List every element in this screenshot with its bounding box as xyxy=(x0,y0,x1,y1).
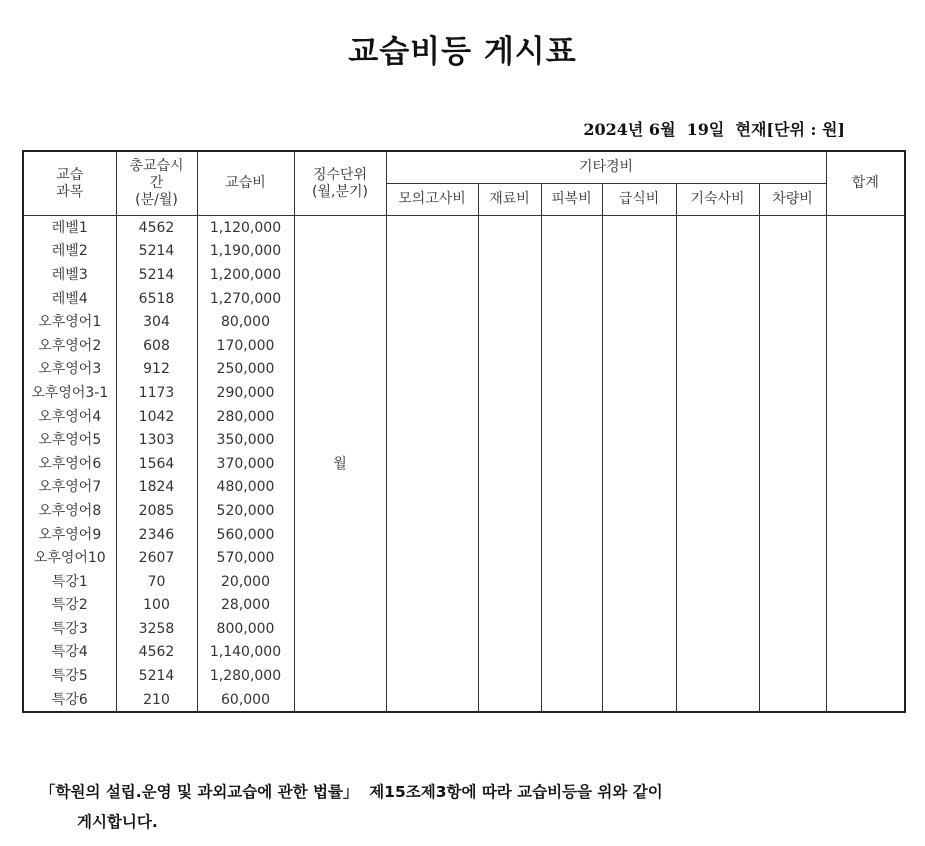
cell-empty xyxy=(386,216,478,240)
cell-empty xyxy=(826,617,905,641)
table-row xyxy=(23,688,905,713)
cell-empty xyxy=(826,688,905,713)
cell-empty xyxy=(759,617,826,641)
cell-empty xyxy=(759,240,826,264)
cell-empty xyxy=(826,452,905,476)
footer-statement-end: 게시합니다. xyxy=(77,813,158,831)
cell-fee: 20,000 xyxy=(197,570,294,594)
cell-empty xyxy=(826,594,905,618)
cell-hours: 1824 xyxy=(116,476,197,500)
cell-empty xyxy=(478,240,541,264)
cell-hours: 304 xyxy=(116,310,197,334)
header-vehicle: 차량비 xyxy=(759,184,826,216)
cell-empty xyxy=(602,263,676,287)
cell-fee: 80,000 xyxy=(197,310,294,334)
footer-statement: 「학원의 설립.운영 및 과외교습에 관한 법률」 제15조제3항에 따라 교습비등을 위와 같이 xyxy=(40,783,663,801)
cell-empty xyxy=(676,452,759,476)
cell-empty xyxy=(676,476,759,500)
cell-empty xyxy=(602,617,676,641)
table-row xyxy=(23,476,905,500)
cell-empty xyxy=(759,641,826,665)
cell-hours: 4562 xyxy=(116,216,197,240)
cell-empty xyxy=(676,641,759,665)
table-row xyxy=(23,546,905,570)
cell-empty xyxy=(478,594,541,618)
cell-empty xyxy=(386,570,478,594)
cell-empty xyxy=(676,428,759,452)
cell-empty xyxy=(602,287,676,311)
cell-empty xyxy=(478,499,541,523)
table-row xyxy=(23,617,905,641)
cell-empty xyxy=(541,216,602,240)
cell-empty xyxy=(541,405,602,429)
header-uniform: 피복비 xyxy=(541,184,602,216)
table-row xyxy=(23,287,905,311)
cell-empty xyxy=(386,240,478,264)
cell-hours: 5214 xyxy=(116,240,197,264)
cell-empty xyxy=(676,499,759,523)
cell-empty xyxy=(826,428,905,452)
cell-empty xyxy=(386,287,478,311)
fee-table-body xyxy=(23,216,905,713)
cell-empty xyxy=(676,216,759,240)
cell-fee: 60,000 xyxy=(197,688,294,713)
table-row xyxy=(23,523,905,547)
cell-empty xyxy=(826,216,905,240)
cell-subject: 오후영어10 xyxy=(23,546,116,570)
cell-hours: 1303 xyxy=(116,428,197,452)
cell-empty xyxy=(676,287,759,311)
cell-empty xyxy=(759,688,826,713)
cell-hours: 2085 xyxy=(116,499,197,523)
cell-fee: 1,140,000 xyxy=(197,641,294,665)
header-unit: 징수단위 (월,분기) xyxy=(294,151,386,216)
cell-hours: 2607 xyxy=(116,546,197,570)
cell-empty xyxy=(826,263,905,287)
cell-empty xyxy=(386,688,478,713)
cell-empty xyxy=(676,310,759,334)
cell-empty xyxy=(478,570,541,594)
cell-empty xyxy=(541,334,602,358)
cell-fee: 520,000 xyxy=(197,499,294,523)
cell-empty xyxy=(541,546,602,570)
cell-empty xyxy=(541,310,602,334)
cell-empty xyxy=(541,358,602,382)
cell-fee: 560,000 xyxy=(197,523,294,547)
cell-empty xyxy=(541,287,602,311)
cell-hours: 2346 xyxy=(116,523,197,547)
cell-empty xyxy=(826,240,905,264)
header-other-expenses: 기타경비 xyxy=(386,151,826,184)
cell-empty xyxy=(478,452,541,476)
cell-empty xyxy=(676,358,759,382)
cell-empty xyxy=(478,263,541,287)
cell-empty xyxy=(541,641,602,665)
cell-empty xyxy=(826,358,905,382)
cell-empty xyxy=(386,263,478,287)
cell-empty xyxy=(826,334,905,358)
table-row xyxy=(23,405,905,429)
cell-empty xyxy=(676,263,759,287)
cell-empty xyxy=(478,287,541,311)
cell-empty xyxy=(386,546,478,570)
cell-fee: 250,000 xyxy=(197,358,294,382)
cell-hours: 1564 xyxy=(116,452,197,476)
cell-subject: 오후영어7 xyxy=(23,476,116,500)
cell-empty xyxy=(759,405,826,429)
cell-empty xyxy=(478,428,541,452)
cell-empty xyxy=(478,358,541,382)
cell-empty xyxy=(541,476,602,500)
cell-subject: 특강3 xyxy=(23,617,116,641)
cell-empty xyxy=(759,570,826,594)
cell-subject: 오후영어1 xyxy=(23,310,116,334)
cell-fee: 28,000 xyxy=(197,594,294,618)
cell-hours: 210 xyxy=(116,688,197,713)
table-row xyxy=(23,570,905,594)
cell-empty xyxy=(541,594,602,618)
cell-empty xyxy=(676,570,759,594)
cell-empty xyxy=(386,617,478,641)
cell-fee: 1,190,000 xyxy=(197,240,294,264)
cell-empty xyxy=(676,381,759,405)
cell-fee: 370,000 xyxy=(197,452,294,476)
cell-empty xyxy=(602,310,676,334)
cell-empty xyxy=(541,240,602,264)
header-meal: 급식비 xyxy=(602,184,676,216)
cell-subject: 레벨3 xyxy=(23,263,116,287)
cell-fee: 800,000 xyxy=(197,617,294,641)
cell-subject: 오후영어4 xyxy=(23,405,116,429)
cell-empty xyxy=(478,216,541,240)
cell-empty xyxy=(826,381,905,405)
cell-fee: 170,000 xyxy=(197,334,294,358)
cell-empty xyxy=(826,310,905,334)
cell-empty xyxy=(541,617,602,641)
cell-empty xyxy=(676,523,759,547)
cell-fee: 1,270,000 xyxy=(197,287,294,311)
cell-empty xyxy=(541,381,602,405)
header-material: 재료비 xyxy=(478,184,541,216)
table-row xyxy=(23,358,905,382)
cell-empty xyxy=(478,310,541,334)
cell-empty xyxy=(602,570,676,594)
cell-empty xyxy=(478,617,541,641)
header-subject: 교습 과목 xyxy=(23,151,116,216)
cell-empty xyxy=(386,428,478,452)
cell-empty xyxy=(386,405,478,429)
cell-empty xyxy=(676,240,759,264)
cell-empty xyxy=(541,428,602,452)
cell-fee: 480,000 xyxy=(197,476,294,500)
table-row xyxy=(23,263,905,287)
cell-empty xyxy=(676,617,759,641)
cell-empty xyxy=(478,405,541,429)
cell-empty xyxy=(386,476,478,500)
table-row xyxy=(23,334,905,358)
cell-empty xyxy=(386,310,478,334)
cell-empty xyxy=(386,594,478,618)
cell-empty xyxy=(602,381,676,405)
cell-empty xyxy=(826,570,905,594)
cell-empty xyxy=(386,499,478,523)
cell-empty xyxy=(826,546,905,570)
cell-empty xyxy=(676,664,759,688)
cell-subject: 특강6 xyxy=(23,688,116,713)
page-title: 교습비등 게시표 xyxy=(348,34,577,70)
table-row xyxy=(23,641,905,665)
cell-fee: 1,280,000 xyxy=(197,664,294,688)
cell-empty xyxy=(478,641,541,665)
cell-hours: 608 xyxy=(116,334,197,358)
cell-empty xyxy=(759,287,826,311)
cell-hours: 5214 xyxy=(116,664,197,688)
cell-empty xyxy=(759,358,826,382)
cell-empty xyxy=(602,358,676,382)
cell-fee: 1,200,000 xyxy=(197,263,294,287)
header-mock-exam: 모의고사비 xyxy=(386,184,478,216)
cell-subject: 레벨4 xyxy=(23,287,116,311)
cell-empty xyxy=(676,594,759,618)
cell-empty xyxy=(602,594,676,618)
cell-fee: 1,120,000 xyxy=(197,216,294,240)
cell-empty xyxy=(602,216,676,240)
cell-empty xyxy=(541,452,602,476)
cell-hours: 100 xyxy=(116,594,197,618)
header-hours: 총교습시 간 (분/월) xyxy=(116,151,197,216)
cell-subject: 오후영어3-1 xyxy=(23,381,116,405)
cell-empty xyxy=(826,523,905,547)
header-total: 합계 xyxy=(826,151,905,216)
cell-empty xyxy=(478,664,541,688)
cell-fee: 350,000 xyxy=(197,428,294,452)
cell-empty xyxy=(602,476,676,500)
cell-empty xyxy=(602,405,676,429)
cell-empty xyxy=(602,499,676,523)
cell-empty xyxy=(676,405,759,429)
cell-hours: 5214 xyxy=(116,263,197,287)
cell-empty xyxy=(826,287,905,311)
cell-unit: 월 xyxy=(294,216,386,713)
cell-empty xyxy=(541,523,602,547)
date-unit-line: 2024년 6월 19일 현재[단위 : 원] xyxy=(583,120,845,139)
cell-subject: 레벨2 xyxy=(23,240,116,264)
cell-hours: 3258 xyxy=(116,617,197,641)
cell-empty xyxy=(602,546,676,570)
cell-fee: 280,000 xyxy=(197,405,294,429)
table-row xyxy=(23,216,905,240)
cell-empty xyxy=(759,381,826,405)
cell-empty xyxy=(826,405,905,429)
cell-empty xyxy=(386,381,478,405)
table-row xyxy=(23,452,905,476)
cell-empty xyxy=(602,334,676,358)
fee-table xyxy=(22,150,906,713)
cell-empty xyxy=(602,641,676,665)
cell-subject: 오후영어6 xyxy=(23,452,116,476)
cell-empty xyxy=(602,452,676,476)
cell-empty xyxy=(386,452,478,476)
cell-empty xyxy=(826,476,905,500)
cell-hours: 912 xyxy=(116,358,197,382)
cell-empty xyxy=(759,476,826,500)
cell-hours: 6518 xyxy=(116,287,197,311)
cell-empty xyxy=(386,358,478,382)
cell-empty xyxy=(759,452,826,476)
cell-empty xyxy=(759,310,826,334)
cell-hours: 1042 xyxy=(116,405,197,429)
cell-empty xyxy=(826,499,905,523)
table-row xyxy=(23,664,905,688)
header-dormitory: 기숙사비 xyxy=(676,184,759,216)
cell-empty xyxy=(759,523,826,547)
cell-subject: 특강4 xyxy=(23,641,116,665)
cell-empty xyxy=(602,240,676,264)
cell-subject: 특강5 xyxy=(23,664,116,688)
cell-empty xyxy=(759,664,826,688)
cell-hours: 4562 xyxy=(116,641,197,665)
cell-empty xyxy=(478,334,541,358)
cell-empty xyxy=(386,523,478,547)
cell-fee: 570,000 xyxy=(197,546,294,570)
cell-empty xyxy=(478,476,541,500)
cell-empty xyxy=(759,594,826,618)
cell-empty xyxy=(602,664,676,688)
cell-empty xyxy=(541,499,602,523)
cell-empty xyxy=(602,688,676,713)
cell-subject: 특강1 xyxy=(23,570,116,594)
cell-empty xyxy=(478,381,541,405)
cell-empty xyxy=(386,334,478,358)
cell-empty xyxy=(541,263,602,287)
cell-empty xyxy=(759,334,826,358)
cell-empty xyxy=(826,641,905,665)
cell-empty xyxy=(541,688,602,713)
cell-empty xyxy=(478,688,541,713)
table-row xyxy=(23,310,905,334)
cell-empty xyxy=(386,664,478,688)
cell-subject: 레벨1 xyxy=(23,216,116,240)
cell-subject: 오후영어5 xyxy=(23,428,116,452)
table-row xyxy=(23,428,905,452)
cell-empty xyxy=(676,546,759,570)
table-row xyxy=(23,240,905,264)
cell-empty xyxy=(541,664,602,688)
cell-subject: 오후영어9 xyxy=(23,523,116,547)
header-fee: 교습비 xyxy=(197,151,294,216)
cell-empty xyxy=(386,641,478,665)
cell-empty xyxy=(759,263,826,287)
cell-empty xyxy=(541,570,602,594)
cell-empty xyxy=(759,499,826,523)
table-row xyxy=(23,594,905,618)
cell-hours: 1173 xyxy=(116,381,197,405)
cell-subject: 오후영어2 xyxy=(23,334,116,358)
cell-empty xyxy=(478,523,541,547)
cell-empty xyxy=(826,664,905,688)
cell-subject: 오후영어3 xyxy=(23,358,116,382)
cell-subject: 특강2 xyxy=(23,594,116,618)
cell-empty xyxy=(759,216,826,240)
cell-empty xyxy=(759,546,826,570)
table-row xyxy=(23,499,905,523)
cell-empty xyxy=(759,428,826,452)
cell-hours: 70 xyxy=(116,570,197,594)
cell-empty xyxy=(602,523,676,547)
table-row xyxy=(23,381,905,405)
cell-subject: 오후영어8 xyxy=(23,499,116,523)
cell-empty xyxy=(676,334,759,358)
cell-fee: 290,000 xyxy=(197,381,294,405)
cell-empty xyxy=(676,688,759,713)
cell-empty xyxy=(602,428,676,452)
cell-empty xyxy=(478,546,541,570)
